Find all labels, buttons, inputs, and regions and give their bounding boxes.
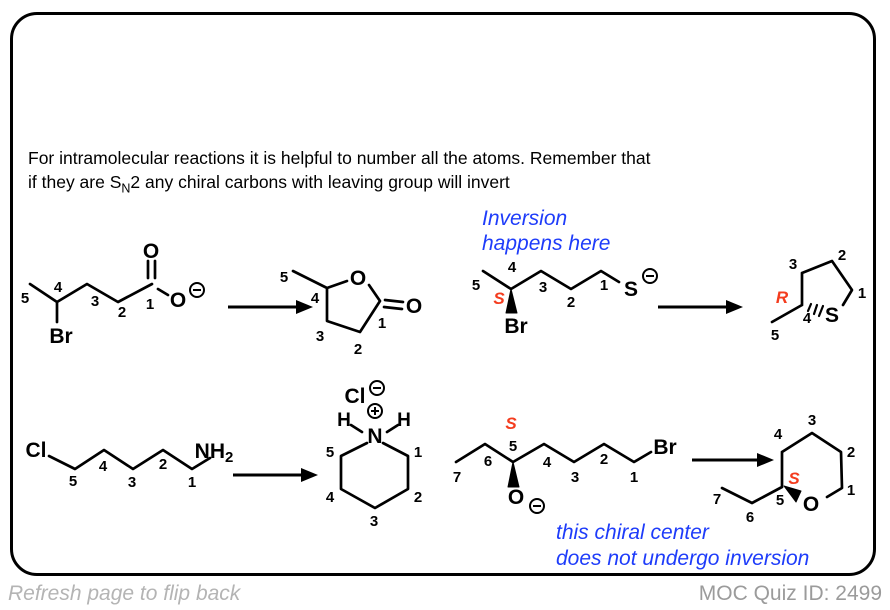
ring-oxygen-label: O xyxy=(349,267,367,290)
inversion-annotation-line1: Inversion xyxy=(482,207,568,230)
atom-number-1: 1 xyxy=(187,474,197,491)
atom-number-1: 1 xyxy=(857,285,867,302)
atom-number-3: 3 xyxy=(127,474,137,491)
atom-number-2: 2 xyxy=(117,304,127,321)
minus-charge-icon xyxy=(190,283,204,297)
atom-number-5: 5 xyxy=(325,444,335,461)
atom-number-4: 4 xyxy=(773,426,783,443)
atom-number-4: 4 xyxy=(325,489,335,506)
molecule-bromo-alkoxide xyxy=(453,414,677,513)
atom-number-1: 1 xyxy=(629,469,639,486)
atom-number-4: 4 xyxy=(507,259,517,276)
atom-number-3: 3 xyxy=(369,513,379,530)
reaction-arrow-3 xyxy=(233,468,318,482)
bromine-label: Br xyxy=(49,325,73,348)
molecule-chloro-amine xyxy=(26,439,234,491)
molecule-4-bromopentanoate xyxy=(21,240,204,348)
wedge-bond-to-o xyxy=(508,462,519,487)
refresh-hint-text: Refresh page to flip back xyxy=(8,582,241,605)
atom-number-2: 2 xyxy=(837,247,847,264)
atom-number-3: 3 xyxy=(90,293,100,310)
plus-charge-icon xyxy=(368,404,382,418)
atom-number-1: 1 xyxy=(599,277,609,294)
stereo-label-r: R xyxy=(775,288,789,307)
atom-number-4: 4 xyxy=(542,454,552,471)
atom-number-5: 5 xyxy=(68,473,78,490)
minus-charge-icon xyxy=(370,381,384,395)
instructions-line2-pre: if they are S xyxy=(28,172,122,192)
bromine-label: Br xyxy=(504,315,528,338)
atom-number-6: 6 xyxy=(745,509,755,526)
atom-number-6: 6 xyxy=(483,453,493,470)
instructions-line1: For intramolecular reactions it is helpful to number all the atoms. Remember that xyxy=(28,148,651,168)
minus-charge-icon xyxy=(643,269,657,283)
atom-number-5: 5 xyxy=(770,327,780,344)
carbonyl-oxygen-label: O xyxy=(405,295,423,318)
anion-oxygen-label: O xyxy=(169,289,187,312)
atom-number-4: 4 xyxy=(310,290,320,307)
atom-number-5: 5 xyxy=(20,290,30,307)
inversion-annotation-line2: happens here xyxy=(482,232,611,255)
bromine-label: Br xyxy=(653,436,677,459)
hydrogen-label-right: H xyxy=(397,410,411,431)
stereo-label-s: S xyxy=(505,414,517,433)
ring-oxygen-label: O xyxy=(802,493,820,516)
chlorine-label: Cl xyxy=(25,439,47,462)
molecule-piperidinium-chloride xyxy=(326,381,422,530)
atom-number-4: 4 xyxy=(98,458,108,475)
atom-number-1: 1 xyxy=(413,444,423,461)
atom-number-2: 2 xyxy=(353,341,363,358)
molecule-methyl-thiolane xyxy=(771,247,866,344)
amine-label: NH2 xyxy=(194,440,234,466)
atom-number-5: 5 xyxy=(508,438,518,455)
instructions-line2-post: 2 any chiral carbons with leaving group will invert xyxy=(130,172,510,192)
bonds xyxy=(49,450,210,469)
atom-number-2: 2 xyxy=(158,456,168,473)
atom-number-3: 3 xyxy=(807,412,817,429)
reaction-arrow-1 xyxy=(228,300,313,314)
molecule-ethyl-tetrahydropyran xyxy=(713,412,855,526)
no-inversion-annotation-line1: this chiral center xyxy=(556,521,709,544)
atom-number-3: 3 xyxy=(315,328,325,345)
thiolate-sulfur-label: S xyxy=(623,278,639,301)
carbonyl-oxygen-label: O xyxy=(142,240,160,263)
atom-number-1: 1 xyxy=(846,482,856,499)
bonds xyxy=(483,271,619,289)
atom-number-1: 1 xyxy=(377,315,387,332)
ring-sulfur-label: S xyxy=(824,304,840,327)
chloride-label: Cl xyxy=(344,385,366,408)
wedge-bond-to-br xyxy=(506,289,517,313)
atom-number-4: 4 xyxy=(53,279,63,296)
atom-number-3: 3 xyxy=(788,256,798,273)
atom-number-2: 2 xyxy=(846,444,856,461)
atom-number-5: 5 xyxy=(775,492,785,509)
molecule-methyl-lactone xyxy=(280,267,422,358)
atom-number-5: 5 xyxy=(279,269,289,286)
atom-number-1: 1 xyxy=(145,296,155,313)
reaction-arrow-4 xyxy=(692,453,774,467)
sn2-subscript: N xyxy=(121,181,131,196)
hydrogen-label-left: H xyxy=(337,410,351,431)
stereo-label-s: S xyxy=(493,289,505,308)
no-inversion-annotation-line2: does not undergo inversion xyxy=(556,547,810,570)
atom-number-2: 2 xyxy=(413,489,423,506)
alkoxide-oxygen-label: O xyxy=(507,486,525,509)
quiz-id-text: MOC Quiz ID: 2499 xyxy=(698,582,882,605)
stereo-label-s: S xyxy=(788,469,800,488)
atom-number-3: 3 xyxy=(538,279,548,296)
atom-number-7: 7 xyxy=(712,491,722,508)
minus-charge-icon xyxy=(530,499,544,513)
nitrogen-label: N xyxy=(367,425,383,448)
wedge-bond-to-o xyxy=(784,486,801,502)
atom-number-7: 7 xyxy=(452,469,462,486)
atom-number-4: 4 xyxy=(802,310,812,327)
atom-number-2: 2 xyxy=(566,294,576,311)
atom-number-2: 2 xyxy=(599,451,609,468)
atom-number-5: 5 xyxy=(471,277,481,294)
atom-number-3: 3 xyxy=(570,469,580,486)
bonds xyxy=(293,271,403,332)
reaction-arrow-2 xyxy=(658,300,743,314)
molecule-bromo-thiolate xyxy=(472,259,657,338)
